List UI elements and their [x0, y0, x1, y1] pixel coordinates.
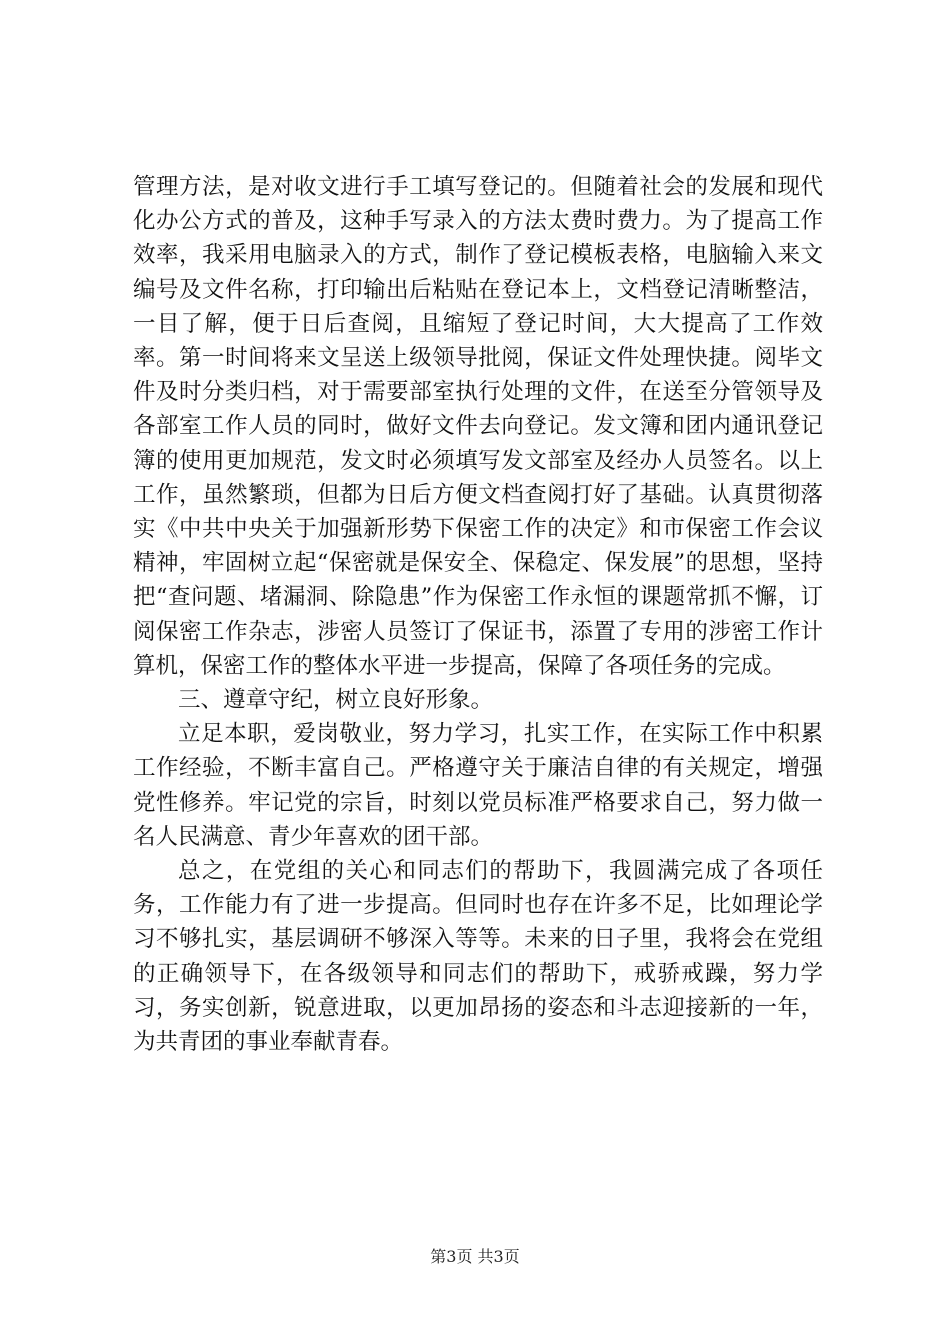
section-heading: 三、遵章守纪，树立良好形象。: [178, 687, 494, 714]
document-body: [133, 170, 823, 1059]
paragraph-summary: 总之，在党组的关心和同志们的帮助下，我圆满完成了各项任务，工作能力有了进一步提高。但同时也存在许多不足，比如理论学习不够扎实，基层调研不够深入等等。未来的日子里，我将会在党组的正确领导下，在各级领导和同志们的帮助下，戒骄戒躁，努力学习，务实创新，锐意进取，以更加昂扬的姿态和斗志迎接新的一年，为共青团的事业奉献青春。: [133, 858, 823, 1056]
page-footer: 第3页 共3页: [430, 1247, 520, 1266]
paragraph-continuation: 管理方法，是对收文进行手工填写登记的。但随着社会的发展和现代化办公方式的普及，这种手写录入的方法太费时费力。为了提高工作效率，我采用电脑录入的方式，制作了登记模板表格，电脑输入来文编号及文件名称，打印输出后粘贴在登记本上，文档登记清晰整洁，一目了解，便于日后查阅，且缩短了登记时间，大大提高了工作效率。第一时间将来文呈送上级领导批阅，保证文件处理快捷。阅毕文件及时分类归档，对于需要部室执行处理的文件，在送至分管领导及各部室工作人员的同时，做好文件去向登记。发文簿和团内通讯登记簿的使用更加规范，发文时必须填写发文部室及经办人员签名。以上工作，虽然繁琐，但都为日后方便文档查阅打好了基础。认真贯彻落实《中共中央关于加强新形势下保密工作的决定》和市保密工作会议精神，牢固树立起“保密就是保安全、保稳定、保发展”的思想，坚持把“查问题、堵漏洞、除隐患”作为保密工作永恒的课题常抓不懈，订阅保密工作杂志，涉密人员签订了保证书，添置了专用的涉密工作计算机，保密工作的整体水平进一步提高，保障了各项任务的完成。: [133, 174, 823, 679]
paragraph: 立足本职，爱岗敬业，努力学习，扎实工作，在实际工作中积累工作经验，不断丰富自己。严格遵守关于廉洁自律的有关规定，增强党性修养。牢记党的宗旨，时刻以党员标准严格要求自己，努力做一名人民满意、青少年喜欢的团干部。: [133, 721, 823, 850]
